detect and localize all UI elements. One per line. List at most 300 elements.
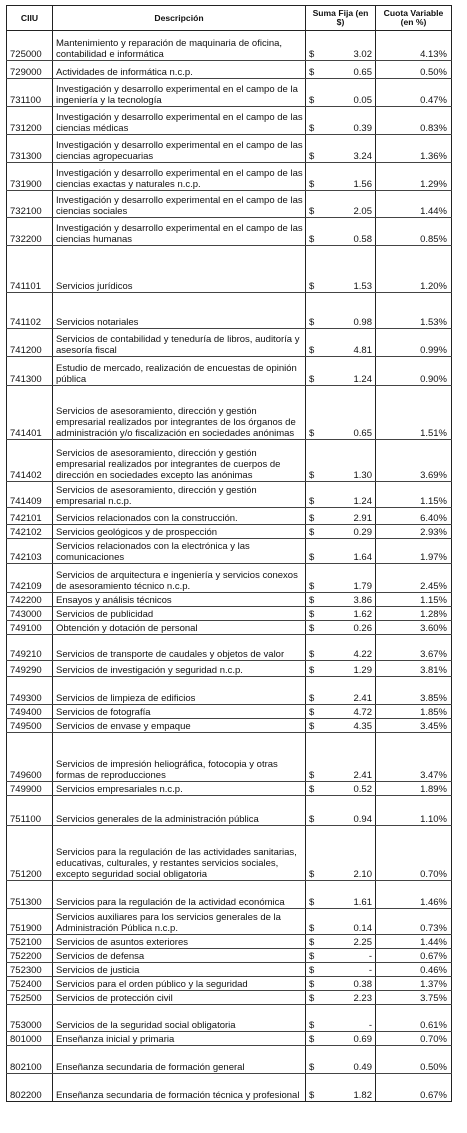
- ciiu-code: 729000: [7, 61, 53, 79]
- table-row: [7, 564, 452, 593]
- fixed-fee-amount: 1.24: [353, 374, 372, 385]
- currency-symbol: $: [309, 179, 315, 190]
- fixed-fee-amount: 1.79: [353, 581, 372, 592]
- fixed-fee-amount: 0.65: [353, 428, 372, 439]
- currency-symbol: $: [309, 95, 315, 106]
- ciiu-code: 751100: [7, 796, 53, 826]
- table-row: [7, 635, 452, 661]
- variable-rate: 3.69%: [376, 440, 452, 482]
- ciiu-code: 741200: [7, 329, 53, 357]
- variable-rate: 3.47%: [376, 733, 452, 782]
- ciiu-code: 741101: [7, 246, 53, 293]
- ciiu-code: 741409: [7, 482, 53, 508]
- variable-rate: 0.46%: [376, 963, 452, 977]
- fixed-fee-cell: [306, 163, 376, 191]
- activity-description: Servicios para la regulación de la actividad económica: [53, 881, 306, 909]
- activity-description: Servicios de transporte de caudales y objetos de valor: [53, 635, 306, 661]
- ciiu-code: 731300: [7, 135, 53, 163]
- table-row: [7, 1032, 452, 1046]
- fixed-fee-amount: 2.41: [353, 693, 372, 704]
- currency-symbol: $: [309, 595, 315, 606]
- currency-symbol: $: [309, 965, 315, 976]
- ciiu-code: 752200: [7, 949, 53, 963]
- ciiu-code: 749400: [7, 705, 53, 719]
- currency-symbol: $: [309, 151, 315, 162]
- table-row: [7, 191, 452, 218]
- table-row: [7, 293, 452, 329]
- ciiu-code: 725000: [7, 31, 53, 61]
- activity-description: Servicios para el orden público y la seguridad: [53, 977, 306, 991]
- table-body: [7, 31, 452, 1102]
- fixed-fee-amount: -: [368, 951, 372, 962]
- table-row: [7, 482, 452, 508]
- fixed-fee-amount: 2.25: [353, 937, 372, 948]
- fixed-fee-amount: 0.69: [353, 1034, 372, 1045]
- fixed-fee-amount: 1.82: [353, 1090, 372, 1101]
- fixed-fee-cell: [306, 881, 376, 909]
- ciiu-code: 732200: [7, 218, 53, 246]
- ciiu-code: 752300: [7, 963, 53, 977]
- activity-description: Servicios de asuntos exteriores: [53, 935, 306, 949]
- table-row: [7, 977, 452, 991]
- fixed-fee-cell: [306, 677, 376, 705]
- fixed-fee-cell: [306, 782, 376, 796]
- currency-symbol: $: [309, 552, 315, 563]
- fixed-fee-amount: 3.86: [353, 595, 372, 606]
- table-row: [7, 163, 452, 191]
- variable-rate: 0.99%: [376, 329, 452, 357]
- fixed-fee-cell: [306, 593, 376, 607]
- activity-description: Investigación y desarrollo experimental en el campo de las ciencias exactas y naturales n.c.p.: [53, 163, 306, 191]
- currency-symbol: $: [309, 513, 315, 524]
- variable-rate: 1.44%: [376, 935, 452, 949]
- activity-description: Obtención y dotación de personal: [53, 621, 306, 635]
- currency-symbol: $: [309, 496, 315, 507]
- fixed-fee-amount: -: [368, 965, 372, 976]
- ciiu-code: 741402: [7, 440, 53, 482]
- currency-symbol: $: [309, 869, 315, 880]
- table-row: [7, 440, 452, 482]
- fixed-fee-amount: 1.62: [353, 609, 372, 620]
- currency-symbol: $: [309, 67, 315, 78]
- currency-symbol: $: [309, 814, 315, 825]
- variable-rate: 0.85%: [376, 218, 452, 246]
- activity-description: Servicios de investigación y seguridad n.c.p.: [53, 661, 306, 677]
- activity-description: Servicios para la regulación de las actividades sanitarias, educativas, culturales, y restantes servicios sociales, excepto seguridad social obligatoria: [53, 826, 306, 881]
- fixed-fee-amount: -: [368, 1020, 372, 1031]
- variable-rate: 0.67%: [376, 1074, 452, 1102]
- fixed-fee-amount: 2.41: [353, 770, 372, 781]
- currency-symbol: $: [309, 993, 315, 1004]
- ciiu-code: 742200: [7, 593, 53, 607]
- fixed-fee-amount: 0.49: [353, 1062, 372, 1073]
- tariff-table: [6, 5, 452, 1102]
- ciiu-code: 749300: [7, 677, 53, 705]
- fixed-fee-amount: 2.23: [353, 993, 372, 1004]
- activity-description: Servicios de la seguridad social obligatoria: [53, 1005, 306, 1032]
- fixed-fee-amount: 1.29: [353, 665, 372, 676]
- fixed-fee-amount: 4.81: [353, 345, 372, 356]
- variable-rate: 2.45%: [376, 564, 452, 593]
- variable-rate: 1.46%: [376, 881, 452, 909]
- variable-rate: 6.40%: [376, 508, 452, 525]
- activity-description: Servicios de envase y empaque: [53, 719, 306, 733]
- fixed-fee-amount: 1.53: [353, 281, 372, 292]
- fixed-fee-cell: [306, 79, 376, 107]
- table-row: [7, 135, 452, 163]
- currency-symbol: $: [309, 345, 315, 356]
- ciiu-code: 742101: [7, 508, 53, 525]
- fixed-fee-amount: 3.24: [353, 151, 372, 162]
- fixed-fee-cell: [306, 991, 376, 1005]
- fixed-fee-cell: [306, 719, 376, 733]
- ciiu-code: 752100: [7, 935, 53, 949]
- ciiu-code: 741401: [7, 386, 53, 440]
- fixed-fee-cell: [306, 564, 376, 593]
- fixed-fee-cell: [306, 796, 376, 826]
- fixed-fee-cell: [306, 61, 376, 79]
- variable-rate: 0.90%: [376, 357, 452, 386]
- currency-symbol: $: [309, 49, 315, 60]
- fixed-fee-amount: 4.72: [353, 707, 372, 718]
- variable-rate: 3.45%: [376, 719, 452, 733]
- activity-description: Servicios auxiliares para los servicios generales de la Administración Pública n.c.p.: [53, 909, 306, 935]
- activity-description: Servicios de asesoramiento, dirección y gestión empresarial realizados por integrantes de cuerpos de dirección en sociedades excepto las anónimas: [53, 440, 306, 482]
- ciiu-code: 742102: [7, 525, 53, 539]
- fixed-fee-cell: [306, 508, 376, 525]
- ciiu-code: 751300: [7, 881, 53, 909]
- fixed-fee-cell: [306, 635, 376, 661]
- currency-symbol: $: [309, 979, 315, 990]
- currency-symbol: $: [309, 1034, 315, 1045]
- table-row: [7, 963, 452, 977]
- fixed-fee-cell: [306, 607, 376, 621]
- activity-description: Servicios de publicidad: [53, 607, 306, 621]
- variable-rate: 1.15%: [376, 482, 452, 508]
- activity-description: Servicios de arquitectura e ingeniería y servicios conexos de asesoramiento técnico n.c.p.: [53, 564, 306, 593]
- header-ciiu: CIIU: [7, 6, 53, 31]
- activity-description: Servicios jurídicos: [53, 246, 306, 293]
- fixed-fee-cell: [306, 1032, 376, 1046]
- fixed-fee-amount: 4.35: [353, 721, 372, 732]
- currency-symbol: $: [309, 665, 315, 676]
- ciiu-code: 749900: [7, 782, 53, 796]
- activity-description: Investigación y desarrollo experimental en el campo de las ciencias humanas: [53, 218, 306, 246]
- currency-symbol: $: [309, 527, 315, 538]
- table-row: [7, 357, 452, 386]
- ciiu-code: 801000: [7, 1032, 53, 1046]
- fixed-fee-cell: [306, 1074, 376, 1102]
- table-row: [7, 218, 452, 246]
- activity-description: Servicios de limpieza de edificios: [53, 677, 306, 705]
- variable-rate: 0.47%: [376, 79, 452, 107]
- activity-description: Investigación y desarrollo experimental en el campo de las ciencias médicas: [53, 107, 306, 135]
- ciiu-code: 749210: [7, 635, 53, 661]
- table-row: [7, 733, 452, 782]
- activity-description: Servicios de asesoramiento, dirección y gestión empresarial realizados por integrantes de los órganos de administración y/o fiscalización en sociedades anónimas: [53, 386, 306, 440]
- variable-rate: 1.28%: [376, 607, 452, 621]
- ciiu-code: 732100: [7, 191, 53, 218]
- fixed-fee-cell: [306, 977, 376, 991]
- activity-description: Actividades de informática n.c.p.: [53, 61, 306, 79]
- variable-rate: 1.97%: [376, 539, 452, 564]
- fixed-fee-amount: 1.56: [353, 179, 372, 190]
- activity-description: Servicios de impresión heliográfica, fotocopia y otras formas de reproducciones: [53, 733, 306, 782]
- fixed-fee-amount: 0.05: [353, 95, 372, 106]
- table-row: [7, 935, 452, 949]
- fixed-fee-cell: [306, 386, 376, 440]
- ciiu-code: 802200: [7, 1074, 53, 1102]
- fixed-fee-amount: 0.65: [353, 67, 372, 78]
- table-row: [7, 593, 452, 607]
- currency-symbol: $: [309, 897, 315, 908]
- table-row: [7, 949, 452, 963]
- currency-symbol: $: [309, 374, 315, 385]
- fixed-fee-amount: 2.91: [353, 513, 372, 524]
- currency-symbol: $: [309, 470, 315, 481]
- currency-symbol: $: [309, 937, 315, 948]
- activity-description: Investigación y desarrollo experimental en el campo de la ingeniería y la tecnología: [53, 79, 306, 107]
- currency-symbol: $: [309, 707, 315, 718]
- activity-description: Servicios de protección civil: [53, 991, 306, 1005]
- activity-description: Servicios notariales: [53, 293, 306, 329]
- variable-rate: 1.44%: [376, 191, 452, 218]
- ciiu-code: 749100: [7, 621, 53, 635]
- ciiu-code: 731100: [7, 79, 53, 107]
- fixed-fee-cell: [306, 733, 376, 782]
- variable-rate: 3.75%: [376, 991, 452, 1005]
- table-row: [7, 1005, 452, 1032]
- currency-symbol: $: [309, 951, 315, 962]
- fixed-fee-amount: 0.29: [353, 527, 372, 538]
- currency-symbol: $: [309, 234, 315, 245]
- table-header: [7, 6, 452, 31]
- table-row: [7, 677, 452, 705]
- fixed-fee-amount: 1.24: [353, 496, 372, 507]
- activity-description: Servicios generales de la administración pública: [53, 796, 306, 826]
- ciiu-code: 731900: [7, 163, 53, 191]
- currency-symbol: $: [309, 609, 315, 620]
- activity-description: Servicios relacionados con la construcción.: [53, 508, 306, 525]
- fixed-fee-cell: [306, 246, 376, 293]
- currency-symbol: $: [309, 206, 315, 217]
- ciiu-code: 741300: [7, 357, 53, 386]
- fixed-fee-cell: [306, 525, 376, 539]
- fixed-fee-cell: [306, 621, 376, 635]
- activity-description: Investigación y desarrollo experimental en el campo de las ciencias agropecuarias: [53, 135, 306, 163]
- currency-symbol: $: [309, 693, 315, 704]
- currency-symbol: $: [309, 317, 315, 328]
- fixed-fee-cell: [306, 949, 376, 963]
- table-row: [7, 329, 452, 357]
- activity-description: Investigación y desarrollo experimental en el campo de las ciencias sociales: [53, 191, 306, 218]
- fixed-fee-cell: [306, 1005, 376, 1032]
- ciiu-code: 752400: [7, 977, 53, 991]
- variable-rate: 3.67%: [376, 635, 452, 661]
- currency-symbol: $: [309, 721, 315, 732]
- variable-rate: 3.85%: [376, 677, 452, 705]
- variable-rate: 1.20%: [376, 246, 452, 293]
- variable-rate: 2.93%: [376, 525, 452, 539]
- ciiu-code: 742103: [7, 539, 53, 564]
- fixed-fee-amount: 0.26: [353, 623, 372, 634]
- tariff-table-container: [6, 5, 451, 1102]
- variable-rate: 0.83%: [376, 107, 452, 135]
- activity-description: Ensayos y análisis técnicos: [53, 593, 306, 607]
- table-row: [7, 1074, 452, 1102]
- header-row: [7, 6, 452, 31]
- variable-rate: 3.81%: [376, 661, 452, 677]
- fixed-fee-cell: [306, 293, 376, 329]
- table-row: [7, 508, 452, 525]
- currency-symbol: $: [309, 1090, 315, 1101]
- fixed-fee-amount: 2.10: [353, 869, 372, 880]
- ciiu-code: 749290: [7, 661, 53, 677]
- currency-symbol: $: [309, 581, 315, 592]
- variable-rate: 1.10%: [376, 796, 452, 826]
- table-row: [7, 621, 452, 635]
- table-row: [7, 826, 452, 881]
- ciiu-code: 802100: [7, 1046, 53, 1074]
- fixed-fee-cell: [306, 705, 376, 719]
- currency-symbol: $: [309, 281, 315, 292]
- ciiu-code: 751900: [7, 909, 53, 935]
- fixed-fee-cell: [306, 135, 376, 163]
- variable-rate: 0.50%: [376, 61, 452, 79]
- fixed-fee-amount: 0.14: [353, 923, 372, 934]
- table-row: [7, 909, 452, 935]
- ciiu-code: 742109: [7, 564, 53, 593]
- table-row: [7, 1046, 452, 1074]
- currency-symbol: $: [309, 428, 315, 439]
- fixed-fee-cell: [306, 31, 376, 61]
- activity-description: Enseñanza secundaria de formación general: [53, 1046, 306, 1074]
- currency-symbol: $: [309, 923, 315, 934]
- header-cuota-variable: Cuota Variable (en %): [376, 6, 452, 31]
- table-row: [7, 525, 452, 539]
- fixed-fee-cell: [306, 935, 376, 949]
- fixed-fee-cell: [306, 191, 376, 218]
- activity-description: Servicios de defensa: [53, 949, 306, 963]
- variable-rate: 1.85%: [376, 705, 452, 719]
- currency-symbol: $: [309, 123, 315, 134]
- variable-rate: 1.29%: [376, 163, 452, 191]
- table-row: [7, 246, 452, 293]
- table-row: [7, 705, 452, 719]
- fixed-fee-amount: 0.38: [353, 979, 372, 990]
- fixed-fee-cell: [306, 329, 376, 357]
- variable-rate: 0.73%: [376, 909, 452, 935]
- fixed-fee-cell: [306, 357, 376, 386]
- variable-rate: 1.53%: [376, 293, 452, 329]
- fixed-fee-amount: 0.98: [353, 317, 372, 328]
- fixed-fee-amount: 0.39: [353, 123, 372, 134]
- ciiu-code: 751200: [7, 826, 53, 881]
- ciiu-code: 731200: [7, 107, 53, 135]
- activity-description: Servicios empresariales n.c.p.: [53, 782, 306, 796]
- variable-rate: 0.70%: [376, 1032, 452, 1046]
- activity-description: Servicios de contabilidad y teneduría de libros, auditoría y asesoría fiscal: [53, 329, 306, 357]
- activity-description: Enseñanza inicial y primaria: [53, 1032, 306, 1046]
- fixed-fee-cell: [306, 482, 376, 508]
- fixed-fee-cell: [306, 963, 376, 977]
- variable-rate: 1.89%: [376, 782, 452, 796]
- fixed-fee-amount: 1.30: [353, 470, 372, 481]
- variable-rate: 4.13%: [376, 31, 452, 61]
- activity-description: Mantenimiento y reparación de maquinaria de oficina, contabilidad e informática: [53, 31, 306, 61]
- variable-rate: 1.36%: [376, 135, 452, 163]
- currency-symbol: $: [309, 623, 315, 634]
- table-row: [7, 881, 452, 909]
- fixed-fee-cell: [306, 826, 376, 881]
- variable-rate: 0.67%: [376, 949, 452, 963]
- ciiu-code: 741102: [7, 293, 53, 329]
- table-row: [7, 991, 452, 1005]
- fixed-fee-cell: [306, 909, 376, 935]
- variable-rate: 1.15%: [376, 593, 452, 607]
- fixed-fee-cell: [306, 218, 376, 246]
- variable-rate: 3.60%: [376, 621, 452, 635]
- ciiu-code: 753000: [7, 1005, 53, 1032]
- fixed-fee-amount: 0.52: [353, 784, 372, 795]
- currency-symbol: $: [309, 649, 315, 660]
- variable-rate: 0.50%: [376, 1046, 452, 1074]
- header-descripcion: Descripción: [53, 6, 306, 31]
- fixed-fee-cell: [306, 440, 376, 482]
- activity-description: Enseñanza secundaria de formación técnica y profesional: [53, 1074, 306, 1102]
- variable-rate: 0.61%: [376, 1005, 452, 1032]
- ciiu-code: 749500: [7, 719, 53, 733]
- currency-symbol: $: [309, 1062, 315, 1073]
- table-row: [7, 107, 452, 135]
- table-row: [7, 61, 452, 79]
- variable-rate: 0.70%: [376, 826, 452, 881]
- variable-rate: 1.37%: [376, 977, 452, 991]
- fixed-fee-amount: 0.94: [353, 814, 372, 825]
- fixed-fee-amount: 1.61: [353, 897, 372, 908]
- fixed-fee-amount: 1.64: [353, 552, 372, 563]
- ciiu-code: 743000: [7, 607, 53, 621]
- fixed-fee-cell: [306, 661, 376, 677]
- activity-description: Servicios de justicia: [53, 963, 306, 977]
- fixed-fee-cell: [306, 539, 376, 564]
- ciiu-code: 749600: [7, 733, 53, 782]
- table-row: [7, 539, 452, 564]
- fixed-fee-amount: 0.58: [353, 234, 372, 245]
- ciiu-code: 752500: [7, 991, 53, 1005]
- table-row: [7, 782, 452, 796]
- fixed-fee-amount: 3.02: [353, 49, 372, 60]
- activity-description: Servicios geológicos y de prospección: [53, 525, 306, 539]
- fixed-fee-amount: 2.05: [353, 206, 372, 217]
- table-row: [7, 661, 452, 677]
- activity-description: Servicios de asesoramiento, dirección y gestión empresarial n.c.p.: [53, 482, 306, 508]
- table-row: [7, 607, 452, 621]
- currency-symbol: $: [309, 784, 315, 795]
- table-row: [7, 31, 452, 61]
- fixed-fee-cell: [306, 1046, 376, 1074]
- table-row: [7, 796, 452, 826]
- table-row: [7, 386, 452, 440]
- currency-symbol: $: [309, 1020, 315, 1031]
- activity-description: Estudio de mercado, realización de encuestas de opinión pública: [53, 357, 306, 386]
- table-row: [7, 719, 452, 733]
- activity-description: Servicios de fotografía: [53, 705, 306, 719]
- variable-rate: 1.51%: [376, 386, 452, 440]
- fixed-fee-amount: 4.22: [353, 649, 372, 660]
- activity-description: Servicios relacionados con la electrónica y las comunicaciones: [53, 539, 306, 564]
- header-suma-fija: Suma Fija (en $): [306, 6, 376, 31]
